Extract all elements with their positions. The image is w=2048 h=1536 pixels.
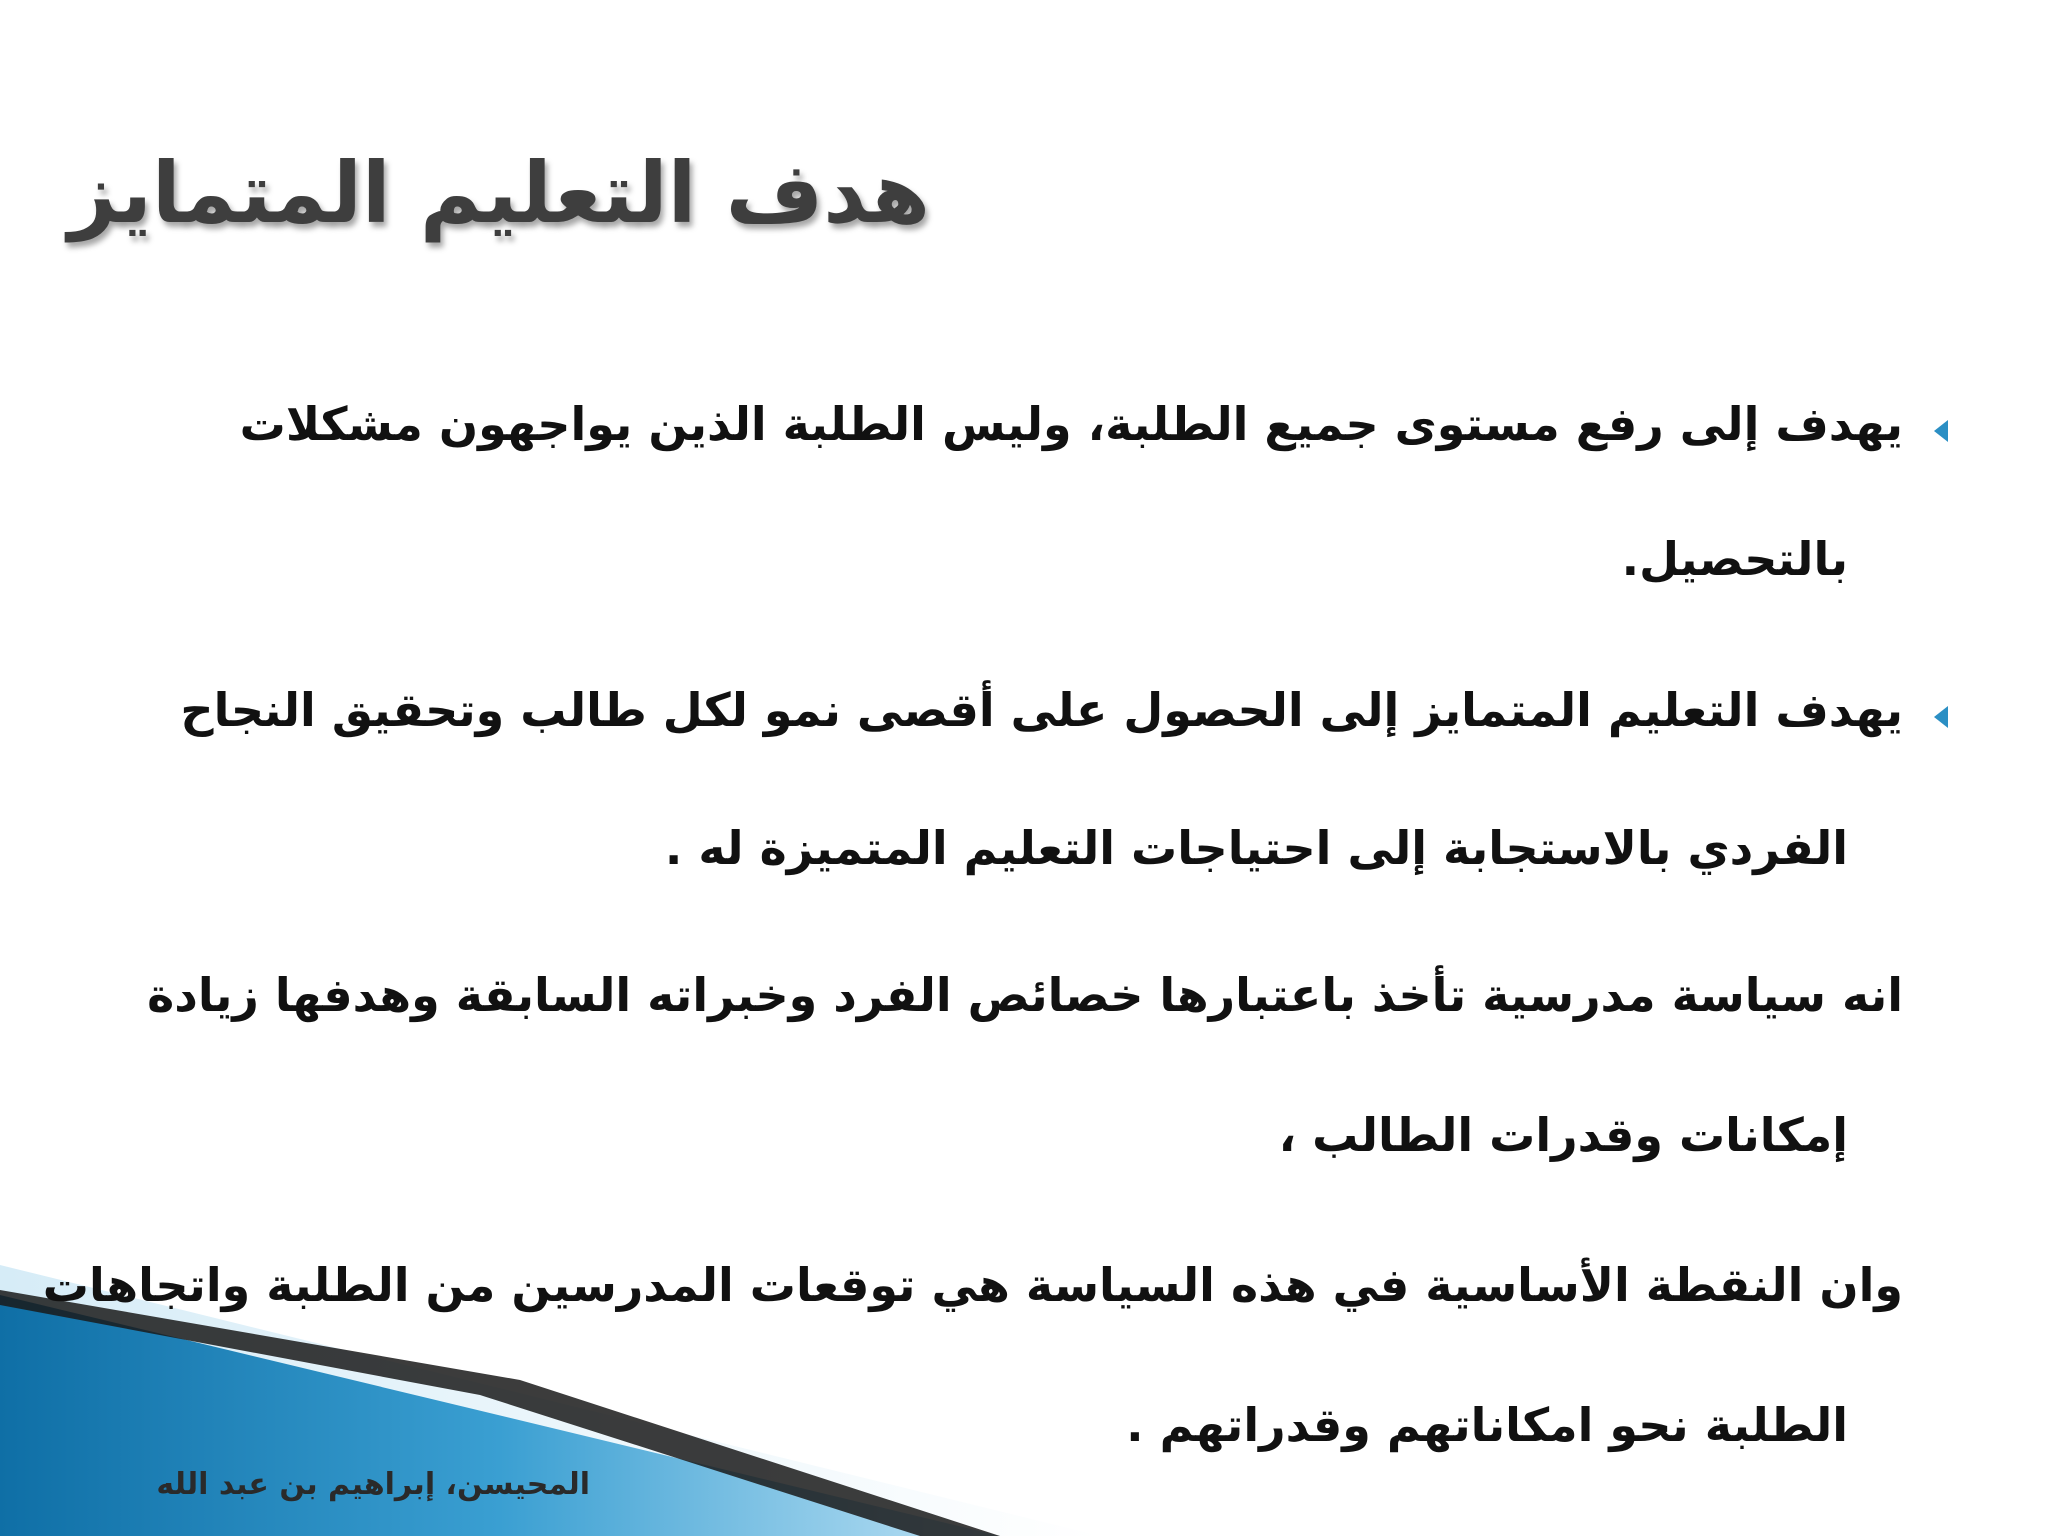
footer-credit: المحيسن، إبراهيم بن عبد الله [156,1467,590,1502]
slide-title: هدف التعليم المتمايز [68,144,930,242]
bullet-1-line-2: بالتحصيل. [1621,532,1848,586]
bullet-2-line-1: يهدف التعليم المتمايز إلى الحصول على أقصى نمو لكل طالب وتحقيق النجاح [180,683,1903,737]
paragraph-1-line-1: انه سياسة مدرسية تأخذ باعتبارها خصائص الفرد وخبراته السابقة وهدفها زيادة [147,968,1903,1022]
bullet-arrow-icon [1934,706,1948,728]
paragraph-2-line-1: وان النقطة الأساسية في هذه السياسة هي توقعات المدرسين من الطلبة واتجاهات [42,1258,1903,1312]
bullet-2-line-2: الفردي بالاستجابة إلى احتياجات التعليم المتميزة له . [664,821,1848,875]
bullet-1-line-1: يهدف إلى رفع مستوى جميع الطلبة، وليس الطلبة الذين يواجهون مشكلات [239,397,1903,451]
bullet-arrow-icon [1934,420,1948,442]
paragraph-2-line-2: الطلبة نحو امكاناتهم وقدراتهم . [1126,1398,1848,1452]
paragraph-1-line-2: إمكانات وقدرات الطالب ، [1278,1108,1848,1162]
